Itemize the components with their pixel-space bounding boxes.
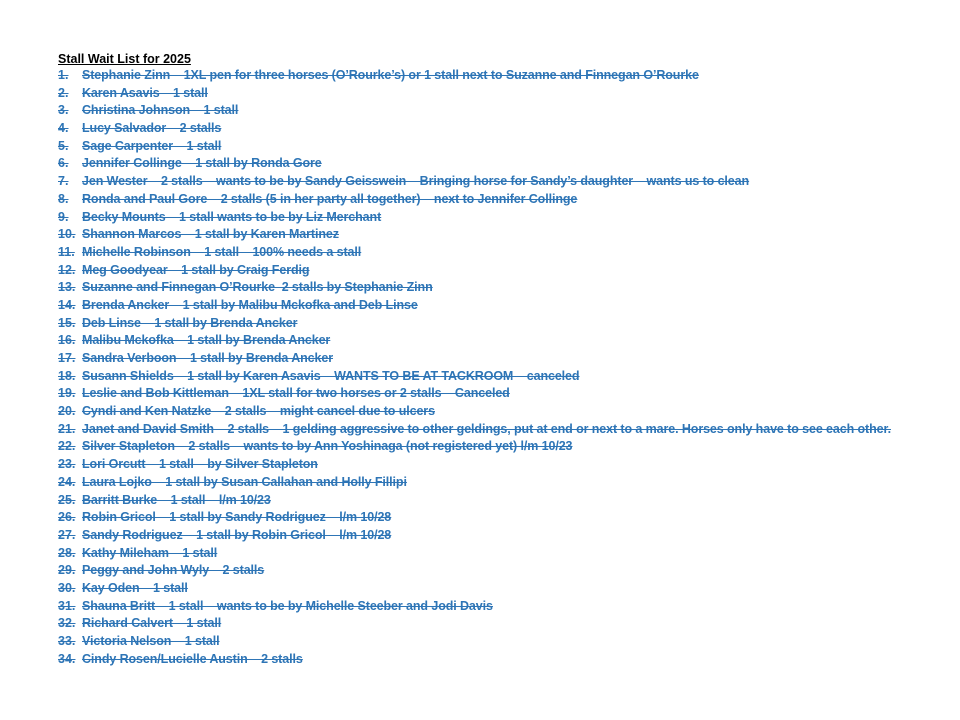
wait-list-entry bbox=[58, 138, 948, 156]
entry-number: 5. bbox=[58, 138, 69, 153]
entry-text: Lori Orcutt 1 stall by Silver Stapleton bbox=[82, 457, 318, 472]
entry-text: Peggy and John Wyly 2 stalls bbox=[82, 563, 265, 578]
entry-text: Sage Carpenter 1 stall bbox=[82, 138, 222, 153]
entry-number: 28. bbox=[58, 545, 76, 560]
wait-list-entry bbox=[58, 120, 948, 138]
wait-list-entry bbox=[58, 456, 948, 474]
entry-number: 32. bbox=[58, 616, 76, 631]
entry-number: 31. bbox=[58, 598, 76, 613]
entry-number: 33. bbox=[58, 634, 76, 648]
entry-number: 7. bbox=[58, 174, 69, 189]
wait-list-entry bbox=[58, 527, 948, 545]
entry-number: 24. bbox=[58, 474, 76, 489]
wait-list-entry bbox=[58, 297, 948, 315]
wait-list-entry bbox=[58, 615, 948, 633]
wait-list-entry bbox=[58, 262, 948, 280]
entry-text: Jen Wester 2 stalls wants to be by Sandy Geisswein Bringing horse for Sandy’s daughter wants us to clean bbox=[82, 174, 750, 189]
entry-number: 10. bbox=[58, 227, 76, 242]
wait-list-entry bbox=[58, 562, 948, 580]
wait-list-entry bbox=[58, 633, 948, 651]
wait-list-entry bbox=[58, 209, 948, 227]
wait-list bbox=[58, 67, 948, 668]
entry-number: 23. bbox=[58, 457, 76, 472]
entry-text: Brenda Ancker 1 stall by Malibu Mckofka and Deb Linse bbox=[82, 297, 418, 312]
entry-number: 27. bbox=[58, 527, 76, 542]
wait-list-entry bbox=[58, 385, 948, 403]
entry-text: Sandy Rodriguez 1 stall by Robin Gricol l/m 10/28 bbox=[82, 527, 392, 542]
wait-list-entry bbox=[58, 598, 948, 616]
entry-text: Jennifer Collinge 1 stall by Ronda Gore bbox=[82, 156, 322, 171]
entry-number: 15. bbox=[58, 315, 76, 330]
wait-list-entry bbox=[58, 191, 948, 209]
entry-text: Barritt Burke 1 stall l/m 10/23 bbox=[82, 492, 271, 507]
wait-list-entry bbox=[58, 403, 948, 421]
entry-text: Shauna Britt 1 stall wants to be by Michelle Steeber and Jodi Davis bbox=[82, 598, 493, 613]
entry-text: Suzanne and Finnegan O’Rourke 2 stalls by Stephanie Zinn bbox=[82, 280, 433, 295]
entry-text: Silver Stapleton 2 stalls wants to by Ann Yoshinaga (not registered yet) l/m 10/23 bbox=[82, 439, 573, 454]
wait-list-entry bbox=[58, 474, 948, 492]
entry-text: Susann Shields 1 stall by Karen Asavis WANTS TO BE AT TACKROOM canceled bbox=[82, 368, 580, 383]
entry-text: Becky Mounts 1 stall wants to be by Liz Merchant bbox=[82, 209, 382, 224]
wait-list-entry bbox=[58, 315, 948, 333]
entry-text: Lucy Salvador 2 stalls bbox=[82, 121, 222, 136]
entry-text: Cindy Rosen/Lucielle Austin 2 stalls bbox=[82, 651, 303, 666]
entry-number: 6. bbox=[58, 156, 69, 171]
wait-list-entry bbox=[58, 368, 948, 386]
entry-text: Stephanie Zinn 1XL pen for three horses (O’Rourke’s) or 1 stall next to Suzanne and Finnegan O’Rourke bbox=[82, 68, 699, 82]
entry-text: Christina Johnson 1 stall bbox=[82, 103, 239, 118]
wait-list-entry bbox=[58, 438, 948, 456]
entry-number: 18. bbox=[58, 368, 76, 383]
entry-text: Leslie and Bob Kittleman 1XL stall for two horses or 2 stalls Canceled bbox=[82, 386, 510, 401]
entry-number: 13. bbox=[58, 280, 76, 295]
wait-list-entry bbox=[58, 67, 948, 85]
wait-list-entry bbox=[58, 545, 948, 563]
entry-number: 8. bbox=[58, 191, 69, 206]
entry-number: 26. bbox=[58, 510, 76, 525]
entry-text: Ronda and Paul Gore 2 stalls (5 in her party all together) next to Jennifer Collinge bbox=[82, 191, 578, 206]
entry-text: Kathy Mileham 1 stall bbox=[82, 545, 218, 560]
entry-text: Victoria Nelson 1 stall bbox=[82, 634, 220, 648]
entry-number: 19. bbox=[58, 386, 76, 401]
entry-text: Kay Oden 1 stall bbox=[82, 580, 188, 595]
entry-number: 16. bbox=[58, 333, 76, 348]
entry-number: 25. bbox=[58, 492, 76, 507]
entry-text: Janet and David Smith 2 stalls 1 gelding aggressive to other geldings, put at end or next to a mare. Horses only have to see each other. bbox=[82, 421, 891, 436]
entry-text: Laura Lojko 1 stall by Susan Callahan and Holly Fillipi bbox=[82, 474, 407, 489]
wait-list-entry bbox=[58, 580, 948, 598]
wait-list-entry bbox=[58, 102, 948, 120]
entry-number: 30. bbox=[58, 580, 76, 595]
entry-text: Shannon Marcos 1 stall by Karen Martinez bbox=[82, 227, 339, 242]
entry-number: 34. bbox=[58, 651, 76, 666]
entry-number: 22. bbox=[58, 439, 76, 454]
entry-number: 12. bbox=[58, 262, 76, 277]
entry-text: Cyndi and Ken Natzke 2 stalls might cancel due to ulcers bbox=[82, 404, 435, 419]
entry-text: Michelle Robinson 1 stall 100% needs a stall bbox=[82, 244, 362, 259]
wait-list-entry bbox=[58, 492, 948, 510]
entry-text: Sandra Verboon 1 stall by Brenda Ancker bbox=[82, 351, 333, 365]
entry-number: 2. bbox=[58, 85, 69, 100]
wait-list-entry bbox=[58, 173, 948, 191]
wait-list-entry bbox=[58, 155, 948, 173]
entry-text: Malibu Mckofka 1 stall by Brenda Ancker bbox=[82, 333, 331, 348]
document-title: Stall Wait List for 2025 bbox=[58, 52, 191, 66]
entry-number: 4. bbox=[58, 121, 69, 136]
wait-list-entry bbox=[58, 350, 948, 368]
wait-list-entry bbox=[58, 226, 948, 244]
entry-number: 14. bbox=[58, 297, 76, 312]
wait-list-entry bbox=[58, 279, 948, 297]
wait-list-entry bbox=[58, 332, 948, 350]
entry-number: 17. bbox=[58, 351, 76, 365]
wait-list-entry bbox=[58, 651, 948, 669]
entry-text: Richard Calvert 1 stall bbox=[82, 616, 222, 631]
entry-text: Karen Asavis 1 stall bbox=[82, 85, 208, 100]
entry-number: 21. bbox=[58, 421, 76, 436]
entry-text: Deb Linse 1 stall by Brenda Ancker bbox=[82, 315, 298, 330]
document-page bbox=[58, 51, 948, 668]
wait-list-entry bbox=[58, 244, 948, 262]
entry-number: 11. bbox=[58, 244, 75, 259]
entry-number: 20. bbox=[58, 404, 76, 419]
wait-list-entry bbox=[58, 421, 948, 439]
entry-number: 1. bbox=[58, 68, 69, 82]
entry-number: 29. bbox=[58, 563, 76, 578]
wait-list-entry bbox=[58, 509, 948, 527]
entry-number: 9. bbox=[58, 209, 69, 224]
entry-text: Meg Goodyear 1 stall by Craig Ferdig bbox=[82, 262, 310, 277]
entry-number: 3. bbox=[58, 103, 69, 118]
wait-list-entry bbox=[58, 85, 948, 103]
entry-text: Robin Gricol 1 stall by Sandy Rodriguez l/m 10/28 bbox=[82, 510, 392, 525]
